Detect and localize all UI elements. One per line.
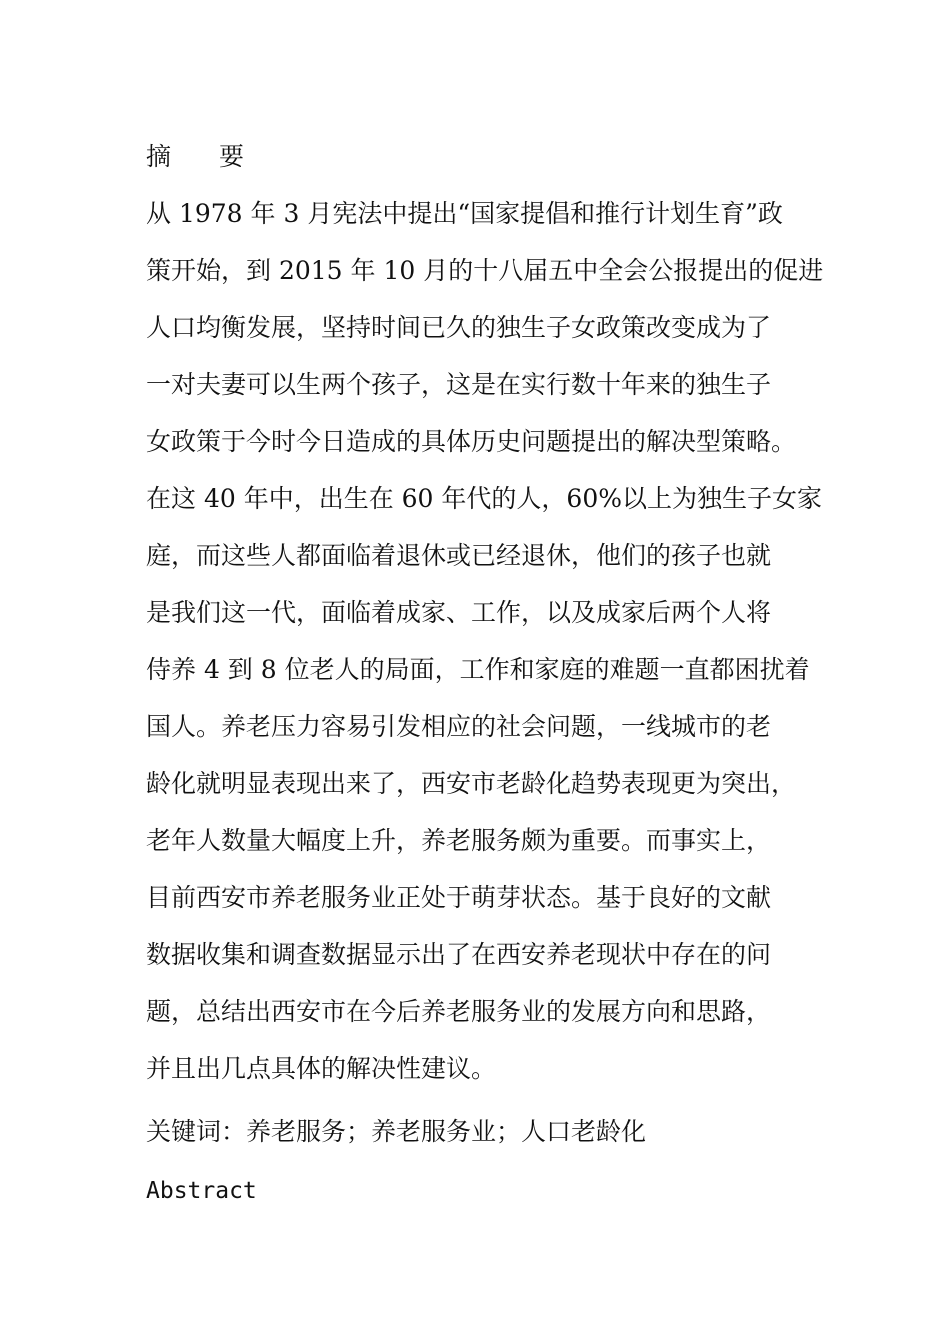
body-line: 一对夫妻可以生两个孩子，这是在实行数十年来的独生子 (146, 370, 772, 399)
body-line: 在这 40 年中，出生在 60 年代的人，60%以上为独生子女家 (146, 484, 822, 513)
keywords-line: 关键词：养老服务；养老服务业；人口老龄化 (146, 1117, 647, 1146)
abstract-title-chinese: 摘 要 (146, 142, 264, 171)
body-line: 题，总结出西安市在今后养老服务业的发展方向和思路， (146, 997, 772, 1026)
body-line: 策开始，到 2015 年 10 月的十八届五中全会公报提出的促进 (146, 256, 824, 285)
body-line: 目前西安市养老服务业正处于萌芽状态。基于良好的文献 (146, 883, 772, 912)
body-line: 女政策于今时今日造成的具体历史问题提出的解决型策略。 (146, 427, 797, 456)
body-line: 从 1978 年 3 月宪法中提出“国家提倡和推行计划生育”政 (146, 199, 783, 228)
abstract-body (146, 185, 826, 1097)
body-line: 人口均衡发展，坚持时间已久的独生子女政策改变成为了 (146, 313, 772, 342)
body-line: 老年人数量大幅度上升，养老服务颇为重要。而事实上， (146, 826, 772, 855)
body-line: 并且出几点具体的解决性建议。 (146, 1054, 497, 1083)
body-line: 是我们这一代，面临着成家、工作，以及成家后两个人将 (146, 598, 772, 627)
body-line: 国人。养老压力容易引发相应的社会问题，一线城市的老 (146, 712, 772, 741)
abstract-title-english: Abstract (146, 1178, 257, 1204)
body-line: 侍养 4 到 8 位老人的局面，工作和家庭的难题一直都困扰着 (146, 655, 810, 684)
body-line: 数据收集和调查数据显示出了在西安养老现状中存在的问 (146, 940, 772, 969)
body-line: 龄化就明显表现出来了，西安市老龄化趋势表现更为突出， (146, 769, 797, 798)
body-line: 庭，而这些人都面临着退休或已经退休，他们的孩子也就 (146, 541, 772, 570)
